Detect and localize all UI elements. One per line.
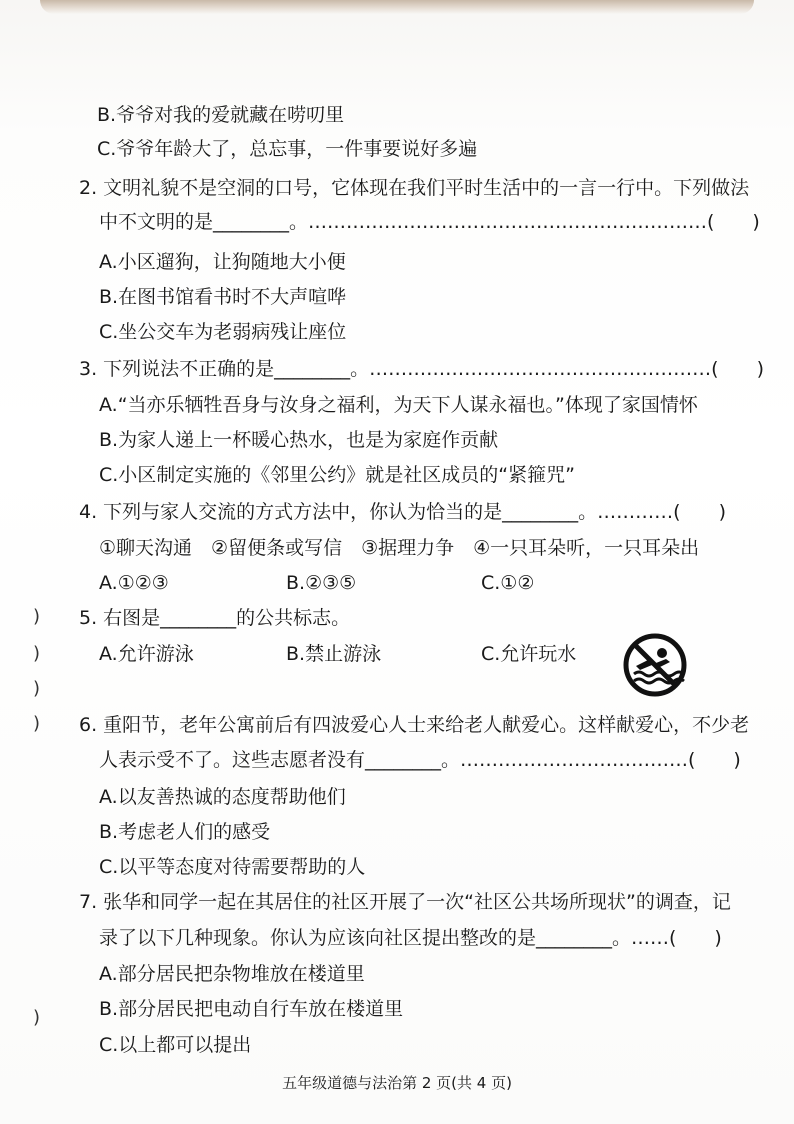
q3-option-b: B.为家人递上一杯暖心热水，也是为家庭作贡献 — [99, 429, 499, 451]
option-line: B.爷爷对我的爱就藏在唠叨里 — [97, 104, 345, 126]
margin-mark: ) — [33, 678, 41, 699]
question-6-stem: 6. 重阳节，老年公寓前后有四波爱心人士来给老人献爱心。这样献爱心，不少老 — [79, 714, 750, 736]
q2-option-a: A.小区遛狗，让狗随地大小便 — [99, 251, 346, 273]
option-line: C.爷爷年龄大了，总忘事，一件事要说好多遍 — [97, 138, 478, 160]
q6-option-c: C.以平等态度对待需要帮助的人 — [99, 856, 366, 878]
q7-option-a: A.部分居民把杂物堆放在楼道里 — [99, 963, 365, 985]
q5-option-a: A.允许游泳 — [99, 643, 194, 665]
question-7-stem: 7. 张华和同学一起在其居住的社区开展了一次“社区公共场所现状”的调查，记 — [79, 891, 731, 913]
q4-option-b: B.②③⑤ — [286, 572, 357, 594]
margin-mark: ) — [33, 606, 41, 627]
q4-statements: ①聊天沟通 ②留便条或写信 ③据理力争 ④一只耳朵听，一只耳朵出 — [99, 537, 700, 559]
q4-option-c: C.①② — [481, 572, 535, 594]
question-2-stem-cont: 中不文明的是________。………………………………………………………( ) — [99, 211, 760, 233]
question-4-stem: 4. 下列与家人交流的方式方法中，你认为恰当的是________。…………( ) — [79, 501, 726, 523]
question-5-stem: 5. 右图是________的公共标志。 — [79, 607, 351, 629]
question-3-stem: 3. 下列说法不正确的是________。………………………………………………( ) — [79, 358, 764, 380]
q6-option-a: A.以友善热诚的态度帮助他们 — [99, 786, 346, 808]
question-7-stem-cont: 录了以下几种现象。你认为应该向社区提出整改的是________。……( ) — [99, 927, 722, 949]
q2-option-b: B.在图书馆看书时不大声喧哗 — [99, 286, 347, 308]
question-2-stem: 2. 文明礼貌不是空洞的口号，它体现在我们平时生活中的一言一行中。下列做法 — [79, 177, 750, 199]
q2-option-c: C.坐公交车为老弱病残让座位 — [99, 321, 347, 343]
bleed-through-text — [520, 92, 526, 114]
question-6-stem-cont: 人表示受不了。这些志愿者没有________。………………………………( ) — [99, 749, 741, 771]
margin-mark: ) — [33, 643, 41, 664]
margin-mark: ) — [33, 1007, 41, 1028]
no-swimming-sign-icon — [622, 632, 688, 698]
page-footer: 五年级道德与法治第 2 页(共 4 页) — [282, 1074, 512, 1092]
q5-option-c: C.允许玩水 — [481, 643, 577, 665]
q6-option-b: B.考虑老人们的感受 — [99, 821, 271, 843]
q5-option-b: B.禁止游泳 — [286, 643, 382, 665]
q7-option-b: B.部分居民把电动自行车放在楼道里 — [99, 998, 404, 1020]
margin-mark: ) — [33, 713, 41, 734]
q3-option-c: C.小区制定实施的《邻里公约》就是社区成员的“紧箍咒” — [99, 464, 575, 486]
q3-option-a: A.“当亦乐牺牲吾身与汝身之福利，为天下人谋永福也。”体现了家国情怀 — [99, 394, 698, 416]
q7-option-c: C.以上都可以提出 — [99, 1034, 252, 1056]
q4-option-a: A.①②③ — [99, 572, 169, 594]
page-top-shadow — [40, 0, 754, 14]
